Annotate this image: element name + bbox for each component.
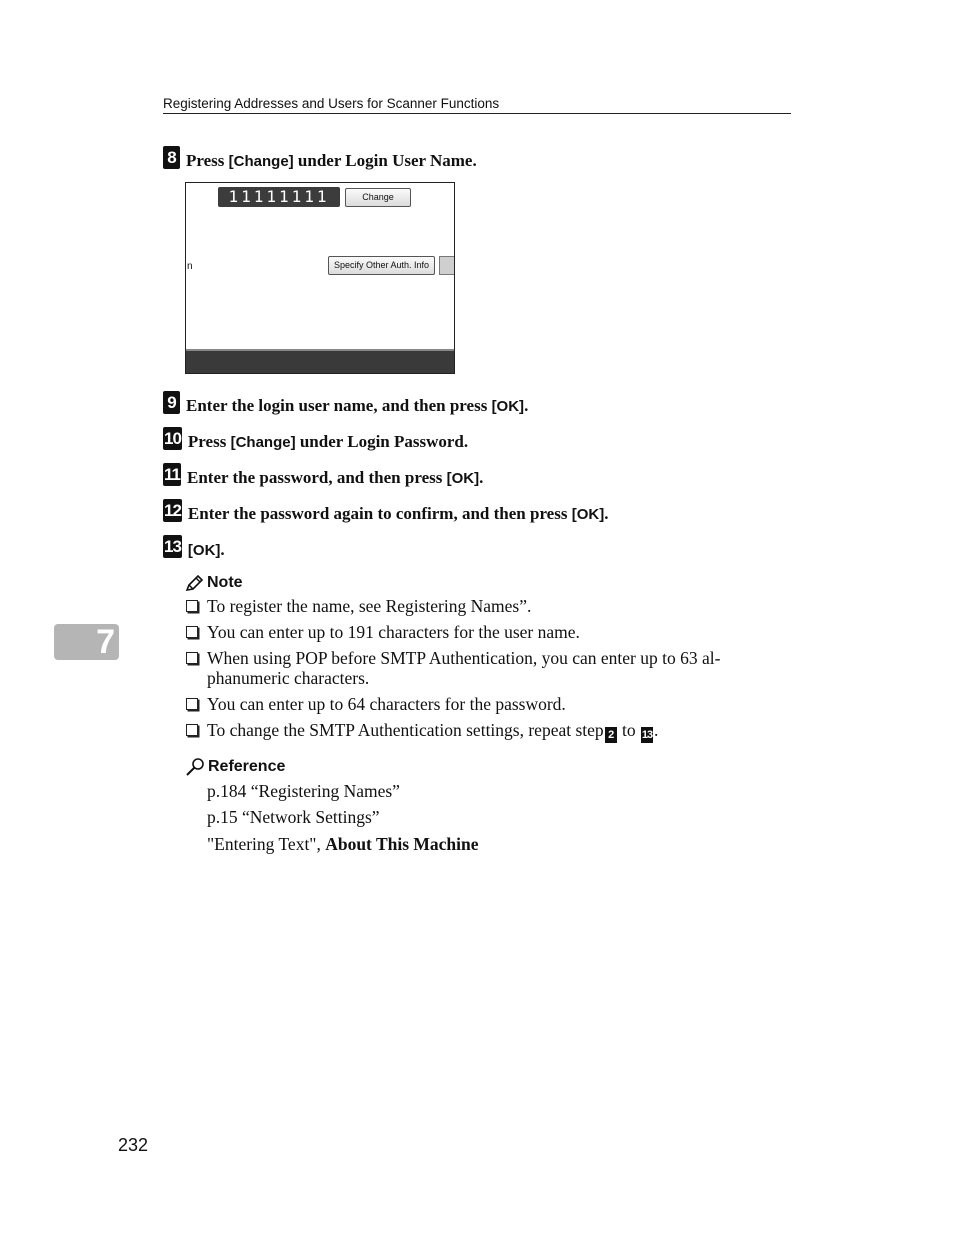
step-9-text: Enter the login user name, and then press [OK]. (186, 395, 529, 415)
login-user-name-display: 11111111 (218, 187, 340, 207)
step-number-8: 8 (163, 146, 180, 169)
reference-link-network-settings[interactable]: p.15 “Network Settings” (207, 807, 380, 827)
pencil-icon (185, 575, 204, 592)
scroll-button[interactable] (439, 256, 455, 275)
specify-other-auth-info-button[interactable]: Specify Other Auth. Info (328, 256, 435, 275)
reference-link-registering-names[interactable]: p.184 “Registering Names” (207, 781, 400, 801)
note-heading: Note (185, 572, 243, 594)
step-11-text: Enter the password, and then press [OK]. (186, 467, 484, 487)
note-item: When using POP before SMTP Authentication, you can enter up to 63 al-phanumeric characters. (185, 648, 795, 688)
change-button[interactable]: Change (345, 188, 411, 207)
step-13-text: [OK]. (187, 539, 225, 559)
change-key-label: [Change] (228, 152, 294, 170)
checkbox-bullet-icon (186, 626, 198, 638)
truncated-label: n (187, 261, 193, 272)
checkbox-bullet-icon (186, 652, 198, 664)
chapter-tab: 7 (54, 624, 119, 660)
control-panel-screenshot (185, 182, 455, 374)
step-number-13: 13 (164, 536, 181, 556)
step-number-9: 9 (163, 391, 180, 414)
step-12-text: Enter the password again to confirm, and then press [OK]. (187, 503, 609, 523)
note-item: You can enter up to 64 characters for the password. (185, 694, 795, 714)
step-9 (163, 390, 528, 414)
step-11 (163, 462, 483, 486)
checkbox-bullet-icon (186, 724, 198, 736)
screen-status-bar (186, 349, 454, 373)
step-number-11: 11 (164, 464, 180, 484)
step-number-10: 10 (164, 428, 181, 448)
page-number: 232 (118, 1135, 149, 1155)
checkbox-bullet-icon (186, 698, 198, 710)
step-13 (163, 534, 225, 558)
note-item: To change the SMTP Authentication settings, repeat step 2 to 13 . (185, 720, 795, 743)
reference-heading: Reference (185, 756, 285, 778)
note-item: You can enter up to 191 characters for the user name. (185, 622, 795, 642)
step-10 (163, 426, 468, 450)
step-10-text: Press [Change] under Login Password. (187, 431, 469, 451)
step-number-12: 12 (164, 500, 181, 520)
note-item: To register the name, see Registering Names”. (185, 596, 795, 616)
step-ref-2: 2 (605, 727, 617, 743)
note-list (185, 596, 795, 749)
checkbox-bullet-icon (186, 600, 198, 612)
step-12 (163, 498, 608, 522)
step-8-text: Press [Change] under Login User Name. (186, 150, 477, 170)
step-ref-13: 13 (641, 729, 653, 741)
magnifier-icon (185, 758, 205, 777)
step-8 (163, 145, 477, 169)
running-header: Registering Addresses and Users for Scanner Functions (163, 96, 791, 114)
reference-entering-text: "Entering Text", About This Machine (207, 834, 479, 854)
